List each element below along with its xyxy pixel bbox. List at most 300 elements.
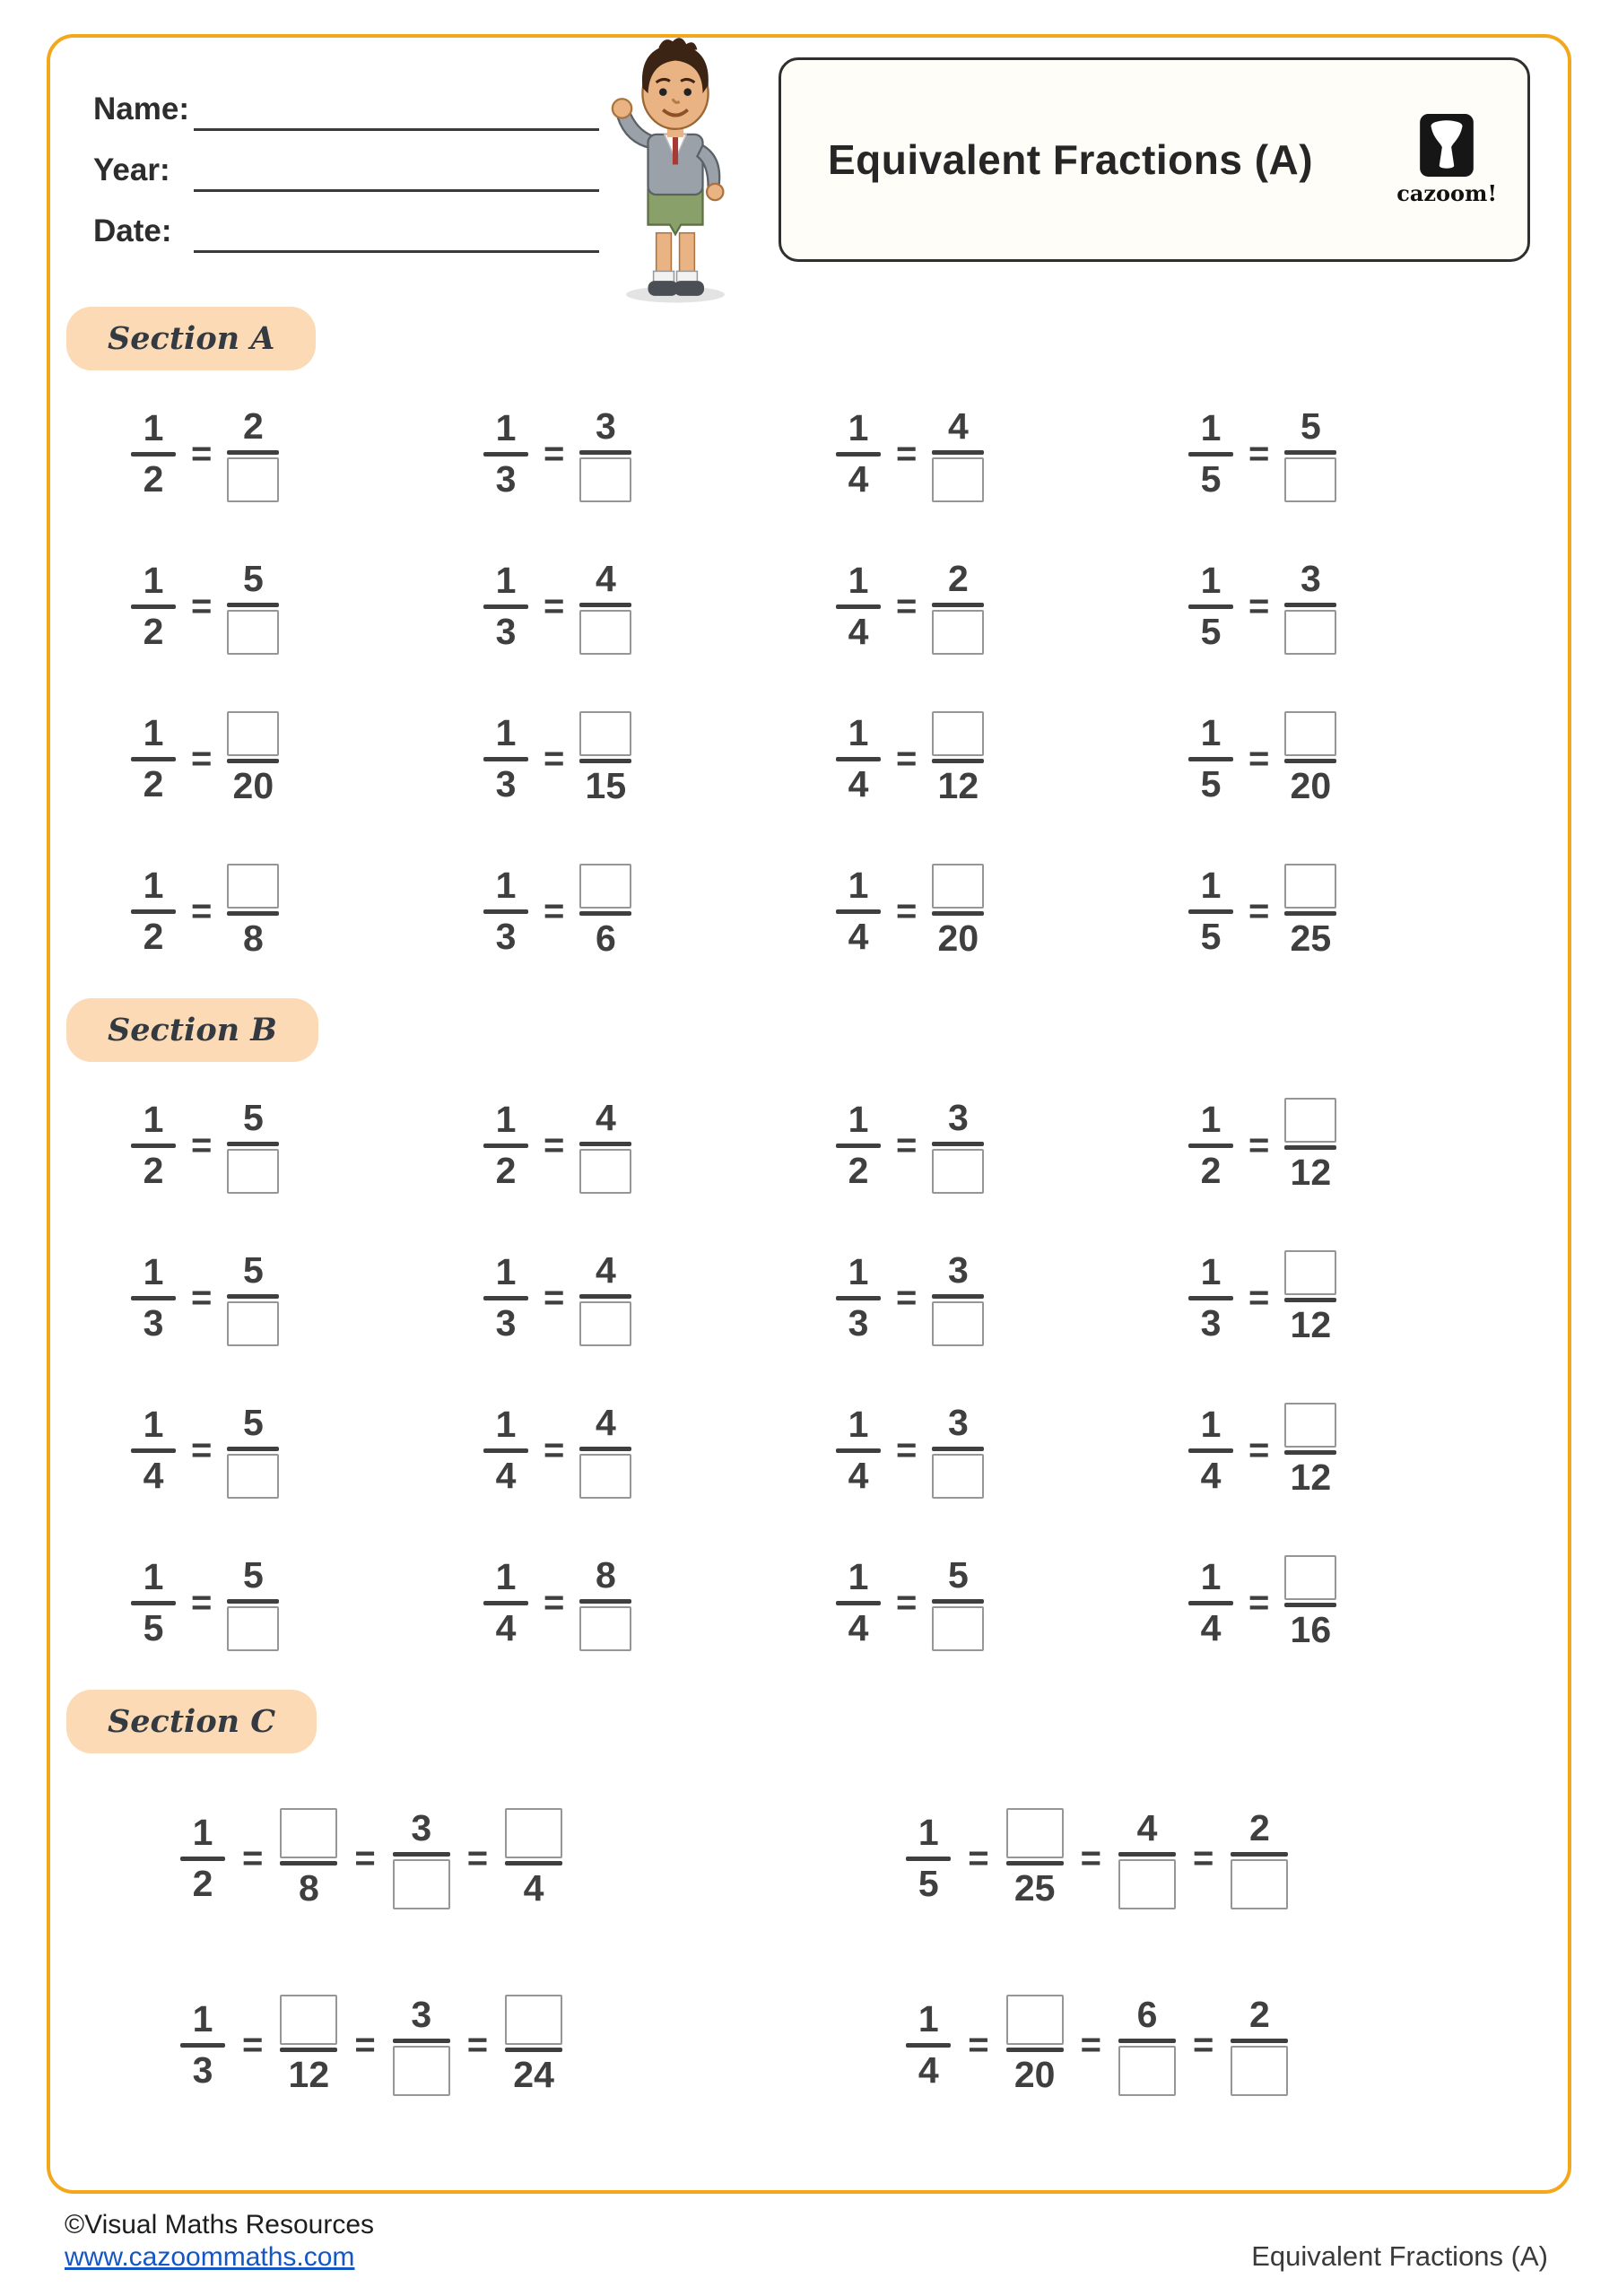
fraction bbox=[180, 1999, 225, 2092]
equals-sign: = bbox=[191, 738, 213, 778]
fraction-bar bbox=[1284, 1298, 1336, 1302]
answer-box[interactable] bbox=[579, 1301, 631, 1346]
fraction-numerator: 1 bbox=[143, 407, 164, 448]
answer-box[interactable] bbox=[1284, 711, 1336, 756]
answer-box[interactable] bbox=[932, 1454, 984, 1499]
fraction bbox=[932, 1555, 984, 1651]
fraction-bar bbox=[280, 1861, 337, 1866]
fraction bbox=[1188, 1557, 1233, 1649]
answer-box[interactable] bbox=[932, 711, 984, 756]
fraction-numerator: 1 bbox=[1200, 712, 1222, 753]
fraction-problem bbox=[836, 858, 1188, 964]
worksheet-header bbox=[50, 38, 1568, 307]
fraction-denominator: 2 bbox=[143, 1150, 164, 1191]
answer-box[interactable] bbox=[932, 864, 984, 909]
fraction-bar bbox=[836, 452, 881, 457]
answer-box[interactable] bbox=[227, 711, 279, 756]
date-field bbox=[93, 213, 599, 253]
page-frame bbox=[47, 34, 1571, 2194]
answer-box[interactable] bbox=[1006, 1995, 1064, 2045]
fraction-bar bbox=[1118, 1852, 1176, 1857]
fraction bbox=[131, 1100, 176, 1192]
fraction-denominator: 2 bbox=[143, 916, 164, 957]
equals-sign: = bbox=[544, 1582, 565, 1622]
answer-box[interactable] bbox=[579, 864, 631, 909]
fraction-numerator: 8 bbox=[595, 1554, 616, 1596]
fraction bbox=[579, 1555, 631, 1651]
fraction bbox=[1188, 1405, 1233, 1497]
fraction-denominator: 3 bbox=[495, 1302, 517, 1344]
answer-box[interactable] bbox=[1284, 1098, 1336, 1143]
answer-box[interactable] bbox=[1284, 1403, 1336, 1448]
fraction bbox=[1188, 1100, 1233, 1192]
fraction-bar bbox=[1231, 1852, 1288, 1857]
fraction-denominator: 6 bbox=[595, 918, 616, 959]
problems-grid bbox=[50, 1062, 1568, 1690]
answer-box[interactable] bbox=[227, 1454, 279, 1499]
fraction-denominator: 3 bbox=[495, 916, 517, 957]
equals-sign: = bbox=[544, 891, 565, 931]
answer-box[interactable] bbox=[227, 1606, 279, 1651]
fraction-denominator: 5 bbox=[1200, 916, 1222, 957]
fraction-denominator: 4 bbox=[1200, 1455, 1222, 1496]
fraction-denominator: 4 bbox=[848, 1607, 869, 1648]
answer-box[interactable] bbox=[1231, 2046, 1288, 2096]
fraction-bar bbox=[1188, 757, 1233, 761]
fraction bbox=[1284, 711, 1336, 807]
equals-sign: = bbox=[1248, 1277, 1270, 1318]
fraction-numerator: 5 bbox=[1300, 405, 1321, 447]
equals-sign: = bbox=[544, 1125, 565, 1165]
fraction-numerator: 4 bbox=[947, 405, 969, 447]
fraction-bar bbox=[579, 1599, 631, 1604]
fraction-denominator: 12 bbox=[288, 2054, 330, 2095]
fraction-denominator: 12 bbox=[1290, 1304, 1332, 1345]
fraction-problem bbox=[1188, 1397, 1541, 1503]
answer-box[interactable] bbox=[579, 457, 631, 502]
date-input-line[interactable] bbox=[194, 215, 599, 253]
fraction-bar bbox=[1284, 1450, 1336, 1455]
fraction-numerator: 1 bbox=[848, 407, 869, 448]
fraction bbox=[1284, 1250, 1336, 1346]
fraction-bar bbox=[932, 450, 984, 455]
title-box bbox=[779, 57, 1530, 262]
fraction-numerator: 5 bbox=[947, 1554, 969, 1596]
fraction-denominator: 8 bbox=[298, 1867, 319, 1909]
fraction-problem bbox=[836, 706, 1188, 812]
fraction bbox=[131, 865, 176, 958]
answer-box[interactable] bbox=[1006, 1808, 1064, 1858]
fraction-numerator: 1 bbox=[1200, 1251, 1222, 1292]
equals-sign: = bbox=[968, 2024, 989, 2065]
fraction-bar bbox=[836, 604, 881, 609]
fraction-denominator: 2 bbox=[143, 458, 164, 500]
fraction bbox=[483, 865, 528, 958]
equals-sign: = bbox=[191, 1277, 213, 1318]
answer-box[interactable] bbox=[227, 610, 279, 655]
equals-sign: = bbox=[191, 433, 213, 474]
equals-sign: = bbox=[1248, 738, 1270, 778]
answer-box[interactable] bbox=[932, 1301, 984, 1346]
fraction-numerator: 1 bbox=[848, 1099, 869, 1140]
fraction-numerator: 4 bbox=[595, 1402, 616, 1443]
fraction-denominator: 4 bbox=[848, 916, 869, 957]
fraction-numerator: 1 bbox=[143, 1099, 164, 1140]
section-label bbox=[66, 1690, 317, 1753]
worksheet-title: Equivalent Fractions (A) bbox=[828, 136, 1314, 183]
fraction-bar bbox=[227, 1142, 279, 1146]
fraction-problem bbox=[483, 858, 836, 964]
problems-grid-c bbox=[50, 1753, 1568, 2130]
name-input-line[interactable] bbox=[194, 93, 599, 131]
fraction-bar bbox=[505, 1861, 562, 1866]
fraction-problem bbox=[483, 1550, 836, 1656]
fraction bbox=[932, 864, 984, 960]
fraction bbox=[1284, 1555, 1336, 1651]
fraction-bar bbox=[579, 1447, 631, 1451]
fraction-numerator: 3 bbox=[411, 1994, 432, 2035]
answer-box[interactable] bbox=[579, 1606, 631, 1651]
fraction-problem bbox=[483, 706, 836, 812]
fraction-problem bbox=[483, 1092, 836, 1198]
fraction-numerator: 1 bbox=[495, 1404, 517, 1445]
website-link[interactable]: www.cazoommaths.com bbox=[65, 2241, 355, 2272]
equals-sign: = bbox=[1248, 433, 1270, 474]
fraction bbox=[483, 713, 528, 805]
fraction-bar bbox=[836, 909, 881, 914]
fraction bbox=[836, 1557, 881, 1649]
fraction-denominator: 20 bbox=[1290, 765, 1332, 806]
fraction-bar bbox=[1006, 1861, 1064, 1866]
fraction-denominator: 15 bbox=[585, 765, 627, 806]
djembe-drum-icon bbox=[1418, 113, 1475, 178]
logo-text: cazoom! bbox=[1396, 180, 1497, 206]
fraction-denominator: 4 bbox=[495, 1607, 517, 1648]
fraction-bar bbox=[1284, 759, 1336, 763]
fraction-denominator: 4 bbox=[143, 1455, 164, 1496]
fraction-numerator: 1 bbox=[918, 1812, 939, 1853]
fraction-denominator: 4 bbox=[848, 458, 869, 500]
fraction bbox=[227, 1098, 279, 1194]
fraction bbox=[1006, 1995, 1064, 2096]
fraction-denominator: 3 bbox=[192, 2049, 213, 2091]
equals-sign: = bbox=[896, 1430, 918, 1470]
fraction-problem bbox=[1188, 401, 1541, 507]
fraction-denominator: 4 bbox=[1200, 1607, 1222, 1648]
fraction bbox=[1284, 1098, 1336, 1194]
fraction-problem bbox=[180, 1978, 906, 2112]
fraction-numerator: 1 bbox=[143, 1251, 164, 1292]
equals-sign: = bbox=[191, 1430, 213, 1470]
equals-sign: = bbox=[544, 586, 565, 626]
fraction-bar bbox=[227, 1294, 279, 1299]
fraction-problem bbox=[836, 1092, 1188, 1198]
fraction-bar bbox=[1188, 1144, 1233, 1148]
fraction-numerator: 1 bbox=[848, 712, 869, 753]
fraction-numerator: 1 bbox=[143, 712, 164, 753]
fraction-bar bbox=[1284, 911, 1336, 916]
fraction bbox=[1284, 559, 1336, 655]
fraction-numerator: 1 bbox=[192, 1998, 213, 2039]
fraction-bar bbox=[579, 759, 631, 763]
fraction-denominator: 4 bbox=[848, 763, 869, 804]
fraction-denominator: 2 bbox=[143, 763, 164, 804]
fraction-denominator: 25 bbox=[1013, 1867, 1056, 1909]
fraction-problem bbox=[483, 401, 836, 507]
fraction-denominator: 2 bbox=[1200, 1150, 1222, 1191]
equals-sign: = bbox=[1080, 1838, 1102, 1878]
fraction-numerator: 1 bbox=[848, 560, 869, 601]
fraction bbox=[836, 561, 881, 653]
fraction-numerator: 1 bbox=[848, 1251, 869, 1292]
fraction-bar bbox=[131, 909, 176, 914]
fraction-bar bbox=[836, 1448, 881, 1453]
fraction bbox=[932, 711, 984, 807]
fraction-bar bbox=[836, 1296, 881, 1300]
sections-a-b bbox=[50, 307, 1568, 1690]
answer-box[interactable] bbox=[393, 2046, 450, 2096]
fraction bbox=[1284, 1403, 1336, 1499]
fraction-denominator: 5 bbox=[1200, 611, 1222, 652]
answer-box[interactable] bbox=[932, 1606, 984, 1651]
fraction-problem bbox=[836, 1397, 1188, 1503]
fraction-bar bbox=[131, 1144, 176, 1148]
answer-box[interactable] bbox=[932, 610, 984, 655]
fraction-problem bbox=[836, 1245, 1188, 1351]
fraction-problem bbox=[131, 1550, 483, 1656]
answer-box[interactable] bbox=[1284, 610, 1336, 655]
name-field bbox=[93, 91, 599, 131]
fraction-numerator: 1 bbox=[495, 1099, 517, 1140]
fraction-bar bbox=[483, 1448, 528, 1453]
fraction-denominator: 12 bbox=[1290, 1457, 1332, 1498]
fraction-numerator: 5 bbox=[242, 1554, 264, 1596]
fraction-denominator: 3 bbox=[143, 1302, 164, 1344]
answer-box[interactable] bbox=[1118, 2046, 1176, 2096]
fraction-bar bbox=[393, 1852, 450, 1857]
fraction-problem bbox=[1188, 1092, 1541, 1198]
year-input-line[interactable] bbox=[194, 154, 599, 192]
fraction-numerator: 1 bbox=[143, 1404, 164, 1445]
fraction-bar bbox=[836, 1601, 881, 1605]
fraction bbox=[1188, 1252, 1233, 1344]
answer-box[interactable] bbox=[505, 1995, 562, 2045]
fraction-problem bbox=[131, 401, 483, 507]
fraction-denominator: 4 bbox=[523, 1867, 544, 1909]
fraction-denominator: 20 bbox=[1013, 2054, 1056, 2095]
fraction-numerator: 2 bbox=[947, 558, 969, 599]
student-cartoon-illustration bbox=[578, 30, 773, 304]
fraction-numerator: 1 bbox=[143, 865, 164, 906]
equals-sign: = bbox=[1248, 1125, 1270, 1165]
fraction-problem bbox=[1188, 1550, 1541, 1656]
fraction-bar bbox=[393, 2039, 450, 2043]
cazoom-logo bbox=[1396, 113, 1497, 206]
fraction bbox=[836, 1100, 881, 1192]
answer-box[interactable] bbox=[1284, 1250, 1336, 1295]
fraction-bar bbox=[1188, 1601, 1233, 1605]
fraction-problem bbox=[1188, 1245, 1541, 1351]
fraction-denominator: 5 bbox=[918, 1863, 939, 1904]
answer-box[interactable] bbox=[227, 1149, 279, 1194]
name-label: Name: bbox=[93, 91, 189, 126]
fraction-bar bbox=[906, 2043, 951, 2048]
fraction bbox=[505, 1808, 562, 1909]
fraction-bar bbox=[932, 1599, 984, 1604]
fraction bbox=[483, 1100, 528, 1192]
section-label-text: Section C bbox=[108, 1703, 276, 1740]
answer-box[interactable] bbox=[1284, 1555, 1336, 1600]
equals-sign: = bbox=[544, 1430, 565, 1470]
fraction-numerator: 1 bbox=[1200, 865, 1222, 906]
fraction-bar bbox=[1188, 909, 1233, 914]
fraction bbox=[227, 1403, 279, 1499]
fraction bbox=[131, 1252, 176, 1344]
fraction-problem bbox=[180, 1791, 906, 1926]
equals-sign: = bbox=[466, 1838, 489, 1878]
fraction bbox=[932, 1403, 984, 1499]
fraction-numerator: 1 bbox=[495, 1556, 517, 1597]
fraction bbox=[227, 1555, 279, 1651]
equals-sign: = bbox=[1193, 2024, 1214, 2065]
fraction-numerator: 2 bbox=[242, 405, 264, 447]
equals-sign: = bbox=[191, 1582, 213, 1622]
equals-sign: = bbox=[896, 1582, 918, 1622]
fraction bbox=[131, 408, 176, 500]
fraction-numerator: 1 bbox=[495, 712, 517, 753]
fraction-numerator: 3 bbox=[947, 1097, 969, 1138]
answer-box[interactable] bbox=[579, 711, 631, 756]
answer-box[interactable] bbox=[227, 864, 279, 909]
answer-box[interactable] bbox=[280, 1995, 337, 2045]
fraction-bar bbox=[1188, 604, 1233, 609]
section-c bbox=[50, 1690, 1568, 2130]
problems-grid bbox=[50, 370, 1568, 998]
fraction-denominator: 4 bbox=[495, 1455, 517, 1496]
equals-sign: = bbox=[191, 891, 213, 931]
equals-sign: = bbox=[1248, 586, 1270, 626]
equals-sign: = bbox=[1248, 891, 1270, 931]
fraction-denominator: 5 bbox=[1200, 458, 1222, 500]
fraction-denominator: 2 bbox=[192, 1863, 213, 1904]
fraction bbox=[1118, 1995, 1176, 2096]
fraction-bar bbox=[483, 452, 528, 457]
equals-sign: = bbox=[1248, 1582, 1270, 1622]
fraction-denominator: 24 bbox=[513, 2054, 554, 2095]
fraction-problem bbox=[906, 1978, 1550, 2112]
fraction-bar bbox=[483, 1601, 528, 1605]
equals-sign: = bbox=[896, 586, 918, 626]
equals-sign: = bbox=[896, 433, 918, 474]
fraction-bar bbox=[227, 911, 279, 916]
fraction-numerator: 3 bbox=[947, 1402, 969, 1443]
fraction bbox=[1188, 561, 1233, 653]
fraction bbox=[227, 864, 279, 960]
fraction-problem bbox=[131, 553, 483, 659]
fraction bbox=[131, 713, 176, 805]
answer-box[interactable] bbox=[227, 457, 279, 502]
answer-box[interactable] bbox=[280, 1808, 337, 1858]
fraction bbox=[280, 1995, 337, 2096]
answer-box[interactable] bbox=[227, 1301, 279, 1346]
answer-box[interactable] bbox=[579, 1149, 631, 1194]
fraction-numerator: 1 bbox=[918, 1998, 939, 2039]
section-label-text: Section A bbox=[108, 320, 275, 357]
fraction-problem bbox=[836, 1550, 1188, 1656]
fraction-bar bbox=[1188, 452, 1233, 457]
year-label: Year: bbox=[93, 152, 170, 187]
fraction-numerator: 4 bbox=[595, 1249, 616, 1291]
fraction-bar bbox=[579, 450, 631, 455]
fraction bbox=[483, 1252, 528, 1344]
fraction bbox=[483, 561, 528, 653]
equals-sign: = bbox=[191, 1125, 213, 1165]
answer-box[interactable] bbox=[932, 1149, 984, 1194]
fraction-denominator: 12 bbox=[1290, 1152, 1332, 1193]
fraction-denominator: 2 bbox=[143, 611, 164, 652]
fraction-numerator: 6 bbox=[1136, 1994, 1158, 2035]
fraction bbox=[906, 1813, 951, 1905]
fraction-problem bbox=[1188, 706, 1541, 812]
fraction-numerator: 2 bbox=[1248, 1994, 1270, 2035]
fraction-bar bbox=[131, 1601, 176, 1605]
fraction bbox=[932, 1250, 984, 1346]
fraction-problem bbox=[131, 1092, 483, 1198]
answer-box[interactable] bbox=[1284, 457, 1336, 502]
fraction-numerator: 1 bbox=[495, 1251, 517, 1292]
equals-sign: = bbox=[544, 738, 565, 778]
fraction-bar bbox=[1231, 2039, 1288, 2043]
answer-box[interactable] bbox=[393, 1859, 450, 1909]
fraction-numerator: 3 bbox=[1300, 558, 1321, 599]
fraction-bar bbox=[932, 1142, 984, 1146]
fraction-bar bbox=[836, 757, 881, 761]
fraction-bar bbox=[483, 1296, 528, 1300]
answer-box[interactable] bbox=[1284, 864, 1336, 909]
fraction-bar bbox=[131, 604, 176, 609]
fraction bbox=[579, 1098, 631, 1194]
fraction bbox=[483, 1557, 528, 1649]
fraction bbox=[131, 1405, 176, 1497]
fraction-denominator: 16 bbox=[1290, 1609, 1332, 1650]
date-label: Date: bbox=[93, 213, 172, 248]
fraction-bar bbox=[505, 2048, 562, 2052]
equals-sign: = bbox=[968, 1838, 989, 1878]
answer-box[interactable] bbox=[1118, 1859, 1176, 1909]
answer-box[interactable] bbox=[505, 1808, 562, 1858]
answer-box[interactable] bbox=[579, 610, 631, 655]
fraction-bar bbox=[1006, 2048, 1064, 2052]
equals-sign: = bbox=[1248, 1430, 1270, 1470]
answer-box[interactable] bbox=[932, 457, 984, 502]
fraction-denominator: 25 bbox=[1290, 918, 1332, 959]
fraction-bar bbox=[227, 450, 279, 455]
fraction-bar bbox=[131, 1448, 176, 1453]
fraction-numerator: 1 bbox=[495, 560, 517, 601]
answer-box[interactable] bbox=[1231, 1859, 1288, 1909]
worksheet-section bbox=[50, 998, 1568, 1690]
fraction-bar bbox=[483, 604, 528, 609]
fraction-bar bbox=[1188, 1448, 1233, 1453]
equals-sign: = bbox=[1080, 2024, 1102, 2065]
fraction-numerator: 1 bbox=[495, 865, 517, 906]
answer-box[interactable] bbox=[579, 1454, 631, 1499]
fraction-bar bbox=[131, 452, 176, 457]
page-footer bbox=[65, 2208, 1548, 2273]
fraction-bar bbox=[579, 603, 631, 607]
fraction-bar bbox=[579, 1294, 631, 1299]
fraction bbox=[579, 711, 631, 807]
